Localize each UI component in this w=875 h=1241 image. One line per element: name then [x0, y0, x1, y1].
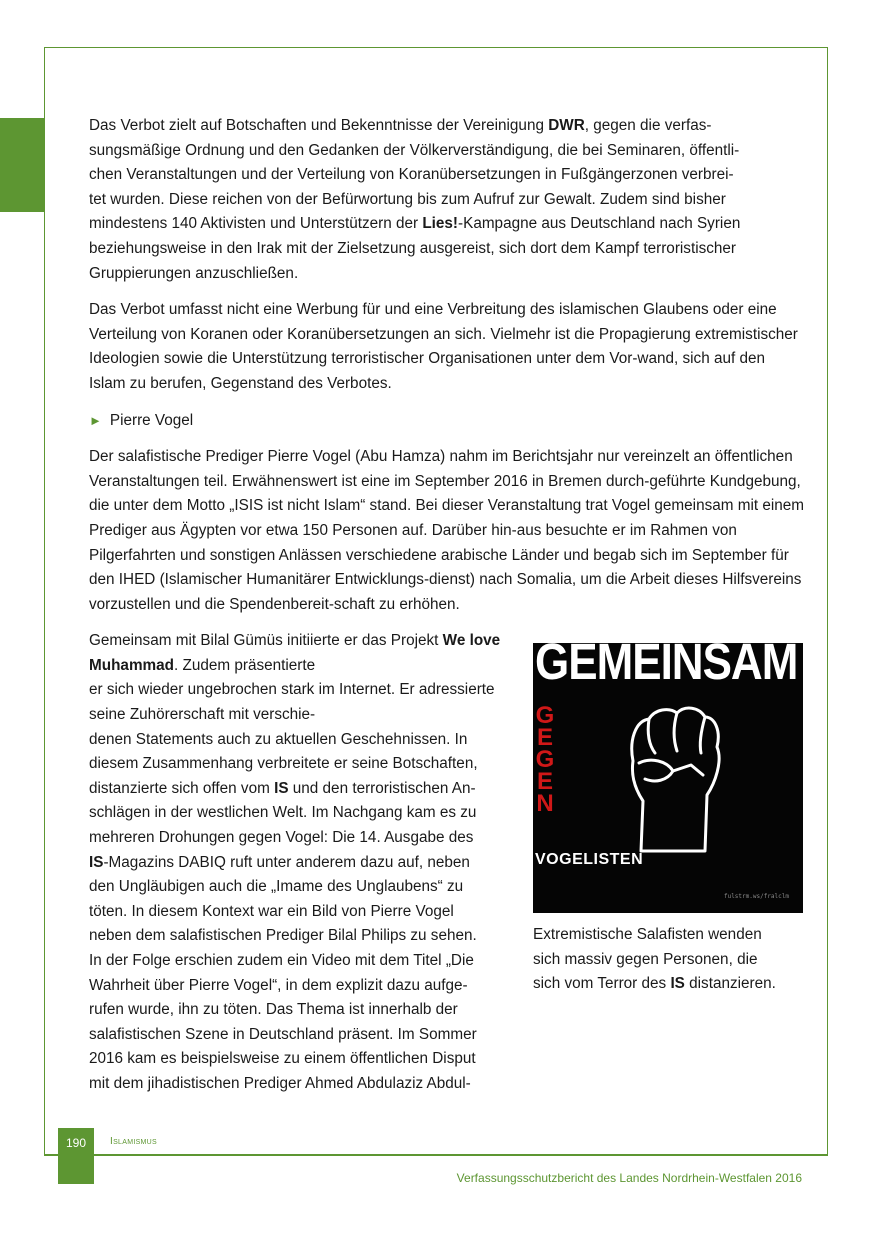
- report-title: Verfassungsschutzbericht des Landes Nordrhein-Westfalen 2016: [456, 1171, 802, 1185]
- poster-title: GEMEINSAM: [535, 643, 798, 691]
- figure: [533, 643, 805, 997]
- raised-fist-icon: [611, 691, 731, 856]
- poster-subtitle: VOGELISTEN: [535, 851, 644, 869]
- bullet-label: Pierre Vogel: [109, 411, 194, 429]
- paragraph-4: Gemeinsam mit Bilal Gümüs initiierte er das Projekt We love Muhammad. Zudem präsentierte er sich wieder ungebrochen stark im Internet. Er adressierte seine Zuhörerschaft mit verschie- denen Statements auch zu aktuellen Geschehnissen. In diesem Zusammenhang verbreitete er seine Botschaften, distanzierte sich offen vom IS und den terroristischen An- schlägen in der westlichen Welt. Im Nachgang kam es zu mehreren Drohungen gegen Vogel: Die 14. Ausgabe des IS-Magazins DABIQ ruft unter anderem dazu auf, neben den Ungläubigen auch die „Imame des Unglaubens“ zu töten. In diesem Kontext war ein Bild von Pierre Vogel neben dem salafistischen Prediger Bilal Philips zu sehen. In der Folge erschien zudem ein Video mit dem Titel „Die Wahrheit über Pierre Vogel“, in dem explizit dazu aufge- rufen wurde, ihn zu töten. Das Thema ist innerhalb der salafistischen Szene in Deutschland präsent. Im Sommer 2016 kam es beispielsweise zu einem öffentlichen Disput mit dem jihadistischen Prediger Ahmed Abdulaziz Abdul-: [89, 632, 501, 1092]
- triangle-bullet-icon: ►: [89, 412, 102, 428]
- section-title: Islamismus: [110, 1136, 158, 1147]
- chapter-tab: [0, 118, 45, 212]
- paragraph-2: Das Verbot umfasst nicht eine Werbung für und eine Verbreitung des islamischen Glaubens oder eine Verteilung von Koranen oder Koranübersetzungen an sich. Vielmehr ist die Propagierung extremistischer Ideologien sowie die Unterstützung terroristischer Organisationen unter dem Vor-wand, sich auf den Islam zu berufen, Gegenstand des Verbotes.: [89, 301, 798, 392]
- main-content: [89, 114, 805, 1109]
- figure-caption: Extremistische Salafisten wenden sich massiv gegen Personen, die sich vom Terror des IS distanzieren.: [533, 926, 776, 993]
- paragraph-1: Das Verbot zielt auf Botschaften und Bekenntnisse der Vereinigung DWR, gegen die verfas- sungsmäßige Ordnung und den Gedanken der Völkerverständigung, die bei Seminaren, öffentli- chen Veranstaltungen und der Verteilung von Koranübersetzungen in Fußgängerzonen verbrei- tet wurden. Diese reichen von der Befürwortung bis zum Aufruf zur Gewalt. Zudem sind bisher mindestens 140 Aktivisten und Unterstützern der Lies!-Kampagne aus Deutschland nach Syrien beziehungsweise in den Irak mit der Zielsetzung ausgereist, sich dort dem Kampf terroristischer Gruppierungen anzuschließen.: [89, 117, 741, 282]
- poster-image: [533, 643, 803, 913]
- poster-gegen: G E G E N: [535, 702, 555, 818]
- footer-divider: [44, 1154, 828, 1156]
- poster-watermark: fulstrm.ws/fralclm: [723, 892, 789, 900]
- paragraph-3: Der salafistische Prediger Pierre Vogel (Abu Hamza) nahm im Berichtsjahr nur vereinzelt an öffentlichen Veranstaltungen teil. Erwähnenswert ist eine im September 2016 in Bremen durch-geführte Kundgebung, die unter dem Motto „ISIS ist nicht Islam“ stand. Bei dieser Veranstaltung trat Vogel gemeinsam mit einem Prediger aus Ägypten vor etwa 150 Personen auf. Darüber hin-aus besuchte er im Rahmen von Pilgerfahrten und sonstigen Anlässen verschiedene arabische Länder und begab sich im September für den IHED (Islamischer Humanitärer Entwicklungs-dienst) nach Somalia, um die Arbeit dieses Hilfsvereins vorzustellen und die Spendenbereit-schaft zu erhöhen.: [89, 448, 805, 613]
- bullet-heading: [89, 409, 805, 434]
- page-number: 190: [58, 1128, 94, 1184]
